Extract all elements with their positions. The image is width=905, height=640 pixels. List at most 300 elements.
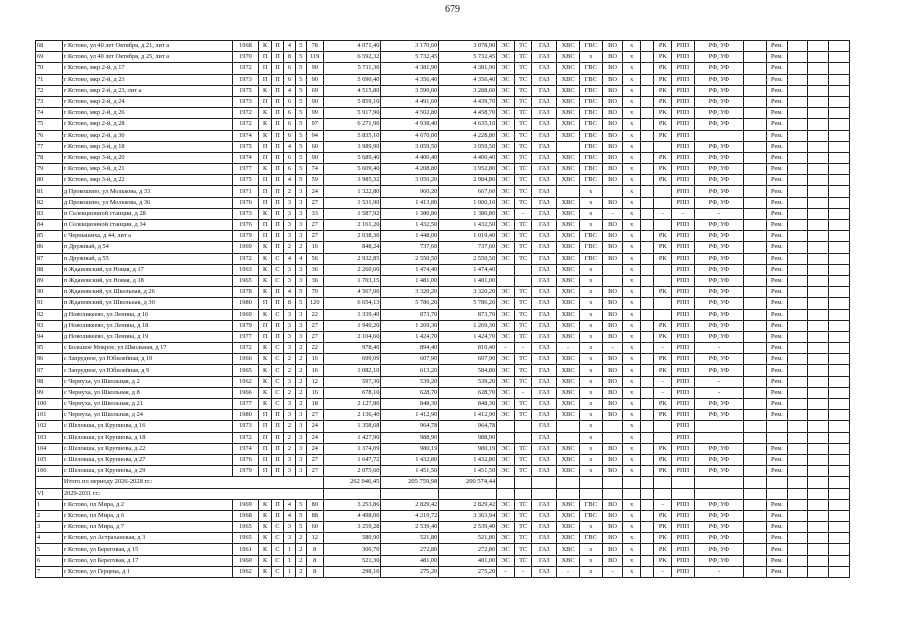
cell-year-built: 1960 [232,555,259,566]
cell-rpp: РПП [671,365,694,376]
cell-blank [808,197,829,208]
cell-area-total: 1 322,80 [323,186,381,197]
cell-blank [808,331,829,342]
cell-cold-water: ХВС [557,309,580,320]
cell-drainage: ВО [602,108,623,119]
cell-electric-supply: ЭС [497,220,515,231]
table-row [36,522,850,533]
cell-area-residential: 3 320,20 [439,287,497,298]
cell-blank [640,164,653,175]
cell-blank [640,421,653,432]
cell-blank [579,477,602,488]
table-row [36,510,850,521]
cell-electric-supply: ЭС [497,555,515,566]
cell-address: п Ждановский, ул Новая, д 17 [62,264,232,275]
cell-wall-material: К [259,376,271,387]
cell-floors: 3 [284,343,295,354]
cell-year-built: 1965 [232,275,259,286]
cell-rf-uf: РФ, УФ [694,533,744,544]
cell-blank [829,421,850,432]
cell-cold-water: ХВС [557,242,580,253]
cell-repair: Рем. [767,410,788,421]
cell-x-mark: x [623,108,641,119]
cell-heat-supply: ТС [514,454,532,465]
cell-area-total: 580,90 [323,533,381,544]
cell-address: г Кстово, мкр 2-й, д 23, лит а [62,85,232,96]
table-row [36,410,850,421]
cell-gas-supply: ГАЗ [532,320,557,331]
cell-blank [829,522,850,533]
cell-repair: Рем. [767,387,788,398]
cell-rpp: РПП [671,220,694,231]
cell-area-total: 1 374,09 [323,443,381,454]
cell-entrances: 5 [295,108,306,119]
cell-entrances: 5 [295,96,306,107]
cell-row-number: 6 [36,555,63,566]
cell-area-total: 2 260,60 [323,264,381,275]
cell-cold-water: ХВС [557,208,580,219]
cell-floors: 1 [284,555,295,566]
cell-row-number: 81 [36,186,63,197]
cell-area-residential: 3 059,50 [439,141,497,152]
cell-area-living: 613,20 [381,365,439,376]
cell-row-number: 91 [36,298,63,309]
cell-repair: Рем. [767,309,788,320]
cell-rk: РК [654,253,672,264]
cell-drainage [602,432,623,443]
cell-area-living: 1 424,70 [381,331,439,342]
cell-hot-water: ГВС [579,164,602,175]
table-row [36,354,850,365]
cell-heat-supply: ТС [514,466,532,477]
cell-wall-material: К [259,130,271,141]
cell-rpp: РПП [671,242,694,253]
cell-blank [787,208,808,219]
cell-gas-supply: ГАЗ [532,119,557,130]
cell-blank [787,152,808,163]
cell-repair: Рем. [767,197,788,208]
cell-cold-water: ХВС [557,410,580,421]
cell-floors: 4 [284,499,295,510]
cell-floors: 6 [284,152,295,163]
cell-gas-supply: ГАЗ [532,298,557,309]
cell-blank [744,410,767,421]
cell-cold-water: ХВС [557,119,580,130]
cell-rf-uf: РФ, УФ [694,63,744,74]
cell-rf-uf: - [694,376,744,387]
cell-area-living: 275,20 [381,566,439,577]
cell-blank [787,454,808,465]
section-header-row [36,488,850,499]
cell-rk: - [654,566,672,577]
cell-x-mark: x [623,320,641,331]
cell-repair: Рем. [767,343,788,354]
cell-area-total: 521,30 [323,555,381,566]
cell-wall-material: К [259,287,271,298]
cell-floors: 1 [284,544,295,555]
cell-floors: 2 [284,421,295,432]
cell-rf-uf: РФ, УФ [694,231,744,242]
cell-rpp: РПП [671,52,694,63]
cell-building-type: П [271,231,283,242]
cell-electric-supply: ЭС [497,309,515,320]
cell-repair [767,421,788,432]
cell-x-mark: x [623,544,641,555]
cell-blank [808,164,829,175]
cell-blank [497,477,515,488]
cell-blank [787,287,808,298]
cell-blank [640,331,653,342]
cell-floors: 4 [284,287,295,298]
cell-building-type: П [271,298,283,309]
cell-blank [532,477,557,488]
cell-cold-water: ХВС [557,220,580,231]
cell-repair: Рем. [767,85,788,96]
cell-heat-supply: ТС [514,152,532,163]
cell-electric-supply: ЭС [497,510,515,521]
cell-address: г Кстово, мкр 3-й, д 21 [62,164,232,175]
cell-wall-material: К [259,309,271,320]
cell-repair: Рем. [767,354,788,365]
cell-blank [787,365,808,376]
cell-area-living: 1 432,50 [381,220,439,231]
cell-hot-water: x [579,354,602,365]
cell-area-residential: 481,00 [439,555,497,566]
cell-repair: Рем. [767,52,788,63]
cell-wall-material: К [259,354,271,365]
cell-floors: 4 [284,85,295,96]
cell-entrances: 2 [295,387,306,398]
cell-year-built: 1978 [232,287,259,298]
cell-heat-supply: ТС [514,253,532,264]
cell-row-number: 68 [36,41,63,52]
cell-area-living: 539,20 [381,376,439,387]
cell-building-type: С [271,399,283,410]
cell-entrances: 2 [295,242,306,253]
cell-entrances: 3 [295,432,306,443]
cell-area-total: 1 358,68 [323,421,381,432]
cell-heat-supply: ТС [514,522,532,533]
cell-heat-supply: ТС [514,242,532,253]
cell-repair: Рем. [767,231,788,242]
cell-drainage: ВО [602,320,623,331]
cell-blank [640,41,653,52]
cell-area-residential: 2 984,86 [439,175,497,186]
cell-repair: Рем. [767,208,788,219]
cell-repair: Рем. [767,74,788,85]
cell-blank [744,499,767,510]
table-row [36,85,850,96]
cell-address: г Кстово, мкр 2-й, д 17 [62,63,232,74]
cell-rf-uf: - [694,387,744,398]
cell-address: г Кстово, ул Астраханская, д 3 [62,533,232,544]
cell-electric-supply: ЭС [497,454,515,465]
cell-rk [654,432,672,443]
cell-building-type: П [271,175,283,186]
cell-blank [808,522,829,533]
cell-rpp: РПП [671,466,694,477]
cell-cold-water: ХВС [557,96,580,107]
cell-rf-uf: РФ, УФ [694,96,744,107]
cell-building-type: П [271,152,283,163]
cell-drainage: ВО [602,253,623,264]
cell-blank [808,298,829,309]
table-row [36,365,850,376]
cell-area-residential: 584,80 [439,365,497,376]
cell-wall-material: К [259,399,271,410]
cell-address: г Кстово, мкр 2-й, д 28 [62,119,232,130]
table-body [36,41,850,578]
cell-drainage: - [602,343,623,354]
cell-address: г Кстово, мкр 3-й, д 20 [62,152,232,163]
cell-entrances: 3 [295,309,306,320]
cell-cold-water: ХВС [557,454,580,465]
cell-rk: - [654,343,672,354]
table-row [36,387,850,398]
cell-wall-material: К [259,510,271,521]
cell-floors: 3 [284,275,295,286]
table-row [36,454,850,465]
cell-year-built: 1972 [232,108,259,119]
cell-blank [808,220,829,231]
table-row [36,96,850,107]
cell-gas-supply: ГАЗ [532,544,557,555]
cell-wall-material: К [259,253,271,264]
cell-electric-supply: ЭС [497,253,515,264]
cell-area-living: 5 732,45 [381,52,439,63]
cell-rk: РК [654,74,672,85]
cell-drainage [602,421,623,432]
cell-blank [787,164,808,175]
cell-heat-supply: ТС [514,141,532,152]
total-area: 262 046,45 [323,477,381,488]
cell-flats: 8 [306,555,323,566]
cell-blank [829,186,850,197]
cell-repair: Рем. [767,175,788,186]
cell-year-built: 1972 [232,253,259,264]
cell-electric-supply: ЭС [497,108,515,119]
cell-blank [787,533,808,544]
cell-blank [640,298,653,309]
cell-blank [787,298,808,309]
cell-blank [829,443,850,454]
table-row [36,275,850,286]
cell-flats: 16 [306,387,323,398]
cell-drainage: ВО [602,96,623,107]
cell-heat-supply: ТС [514,197,532,208]
cell-blank [829,275,850,286]
cell-rf-uf [694,130,744,141]
cell-hot-water: x [579,432,602,443]
cell-area-living: 3 320,20 [381,287,439,298]
cell-rpp: РПП [671,63,694,74]
cell-wall-material: П [259,186,271,197]
cell-electric-supply: ЭС [497,533,515,544]
cell-blank [640,253,653,264]
cell-area-residential: 810,40 [439,343,497,354]
cell-electric-supply: ЭС [497,287,515,298]
cell-x-mark: x [623,454,641,465]
cell-area-living: 848,30 [381,399,439,410]
cell-year-built: 1979 [232,466,259,477]
cell-rk: РК [654,119,672,130]
cell-gas-supply: ГАЗ [532,343,557,354]
cell-gas-supply: ГАЗ [532,387,557,398]
cell-electric-supply: ЭС [497,410,515,421]
cell-blank [640,242,653,253]
cell-gas-supply: ГАЗ [532,130,557,141]
cell-wall-material: К [259,41,271,52]
cell-hot-water: x [579,555,602,566]
cell-heat-supply: ТС [514,365,532,376]
cell-area-total: 300,70 [323,544,381,555]
cell-address: с Запрудное, ул Юбилейная, д 9 [62,365,232,376]
cell-blank [744,208,767,219]
cell-electric-supply: ЭС [497,186,515,197]
cell-blank [787,242,808,253]
cell-rf-uf: РФ, УФ [694,443,744,454]
cell-row-number: 104 [36,443,63,454]
cell-year-built: 1973 [232,74,259,85]
cell-rf-uf: РФ, УФ [694,220,744,231]
cell-area-residential: 4 228,80 [439,130,497,141]
cell-area-total: 4 567,00 [323,287,381,298]
cell-flats: 8 [306,566,323,577]
cell-blank [829,365,850,376]
cell-rf-uf: РФ, УФ [694,85,744,96]
cell-blank [829,130,850,141]
cell-blank [640,555,653,566]
cell-blank [829,510,850,521]
cell-blank [829,74,850,85]
cell-rpp: РПП [671,152,694,163]
cell-rk: РК [654,320,672,331]
cell-address: д Новоликеево, ул Ленина, д 19 [62,331,232,342]
cell-repair: Рем. [767,454,788,465]
cell-area-living: 4 938,40 [381,119,439,130]
cell-area-total: 5 917,90 [323,108,381,119]
cell-area-residential: 1 432,80 [439,454,497,465]
cell-area-total: 6 592,32 [323,52,381,63]
cell-drainage: - [602,566,623,577]
cell-floors: 2 [284,186,295,197]
cell-entrances: 3 [295,275,306,286]
cell-rk: РК [654,108,672,119]
cell-area-residential: 1 424,70 [439,331,497,342]
cell-building-type: П [271,63,283,74]
cell-wall-material: П [259,466,271,477]
total-area-residential: 200 574,44 [439,477,497,488]
cell-hot-water: x [579,309,602,320]
cell-year-built: 1974 [232,130,259,141]
page-number: 679 [445,4,460,15]
cell-entrances: 2 [295,566,306,577]
cell-building-type: П [271,130,283,141]
cell-building-type: П [271,220,283,231]
cell-heat-supply: ТС [514,410,532,421]
cell-heat-supply: ТС [514,298,532,309]
cell-drainage: ВО [602,141,623,152]
table-row [36,108,850,119]
cell-address: п Ждановский, ул Школьная, д 26 [62,287,232,298]
cell-hot-water: x [579,331,602,342]
cell-x-mark: x [623,309,641,320]
cell-gas-supply: ГАЗ [532,410,557,421]
cell-blank [787,108,808,119]
cell-year-built: 1972 [232,432,259,443]
cell-building-type: С [271,264,283,275]
cell-blank [808,354,829,365]
cell-heat-supply: ТС [514,220,532,231]
cell-cold-water: ХВС [557,298,580,309]
cell-year-built: 1966 [232,387,259,398]
cell-drainage: ВО [602,119,623,130]
cell-wall-material: К [259,275,271,286]
cell-flats: 74 [306,164,323,175]
cell-area-residential: 607,90 [439,354,497,365]
cell-x-mark: x [623,533,641,544]
cell-x-mark: x [623,343,641,354]
cell-floors: 3 [284,309,295,320]
cell-cold-water: ХВС [557,231,580,242]
cell-flats: 8 [306,544,323,555]
cell-area-total: 678,10 [323,387,381,398]
cell-rpp: РПП [671,443,694,454]
cell-area-living: 1 481,00 [381,275,439,286]
cell-blank [640,231,653,242]
table-row [36,544,850,555]
cell-flats: 27 [306,231,323,242]
cell-rf-uf: РФ, УФ [694,41,744,52]
cell-rf-uf [694,421,744,432]
cell-floors: 3 [284,264,295,275]
cell-floors: 4 [284,510,295,521]
cell-electric-supply: ЭС [497,197,515,208]
cell-area-residential: 272,80 [439,544,497,555]
cell-heat-supply: ТС [514,510,532,521]
cell-x-mark: x [623,96,641,107]
cell-blank [744,287,767,298]
cell-rk: - [654,376,672,387]
cell-hot-water: x [579,343,602,354]
cell-floors: 3 [284,331,295,342]
cell-building-type: С [271,522,283,533]
cell-area-total: 978,40 [323,343,381,354]
cell-flats: 69 [306,85,323,96]
cell-blank [744,399,767,410]
cell-blank [744,566,767,577]
cell-floors: 6 [284,74,295,85]
cell-blank [640,410,653,421]
cell-x-mark: x [623,41,641,52]
cell-building-type: П [271,85,283,96]
cell-blank [640,354,653,365]
cell-flats: 90 [306,74,323,85]
cell-year-built: 1976 [232,454,259,465]
cell-repair: Рем. [767,443,788,454]
cell-rpp: РПП [671,164,694,175]
cell-electric-supply: - [497,343,515,354]
cell-blank [829,320,850,331]
cell-blank [787,220,808,231]
cell-cold-water: ХВС [557,466,580,477]
cell-electric-supply: ЭС [497,74,515,85]
cell-floors: 3 [284,220,295,231]
cell-repair: Рем. [767,365,788,376]
table-row [36,432,850,443]
cell-gas-supply: ГАЗ [532,220,557,231]
cell-area-total: 4 498,00 [323,510,381,521]
